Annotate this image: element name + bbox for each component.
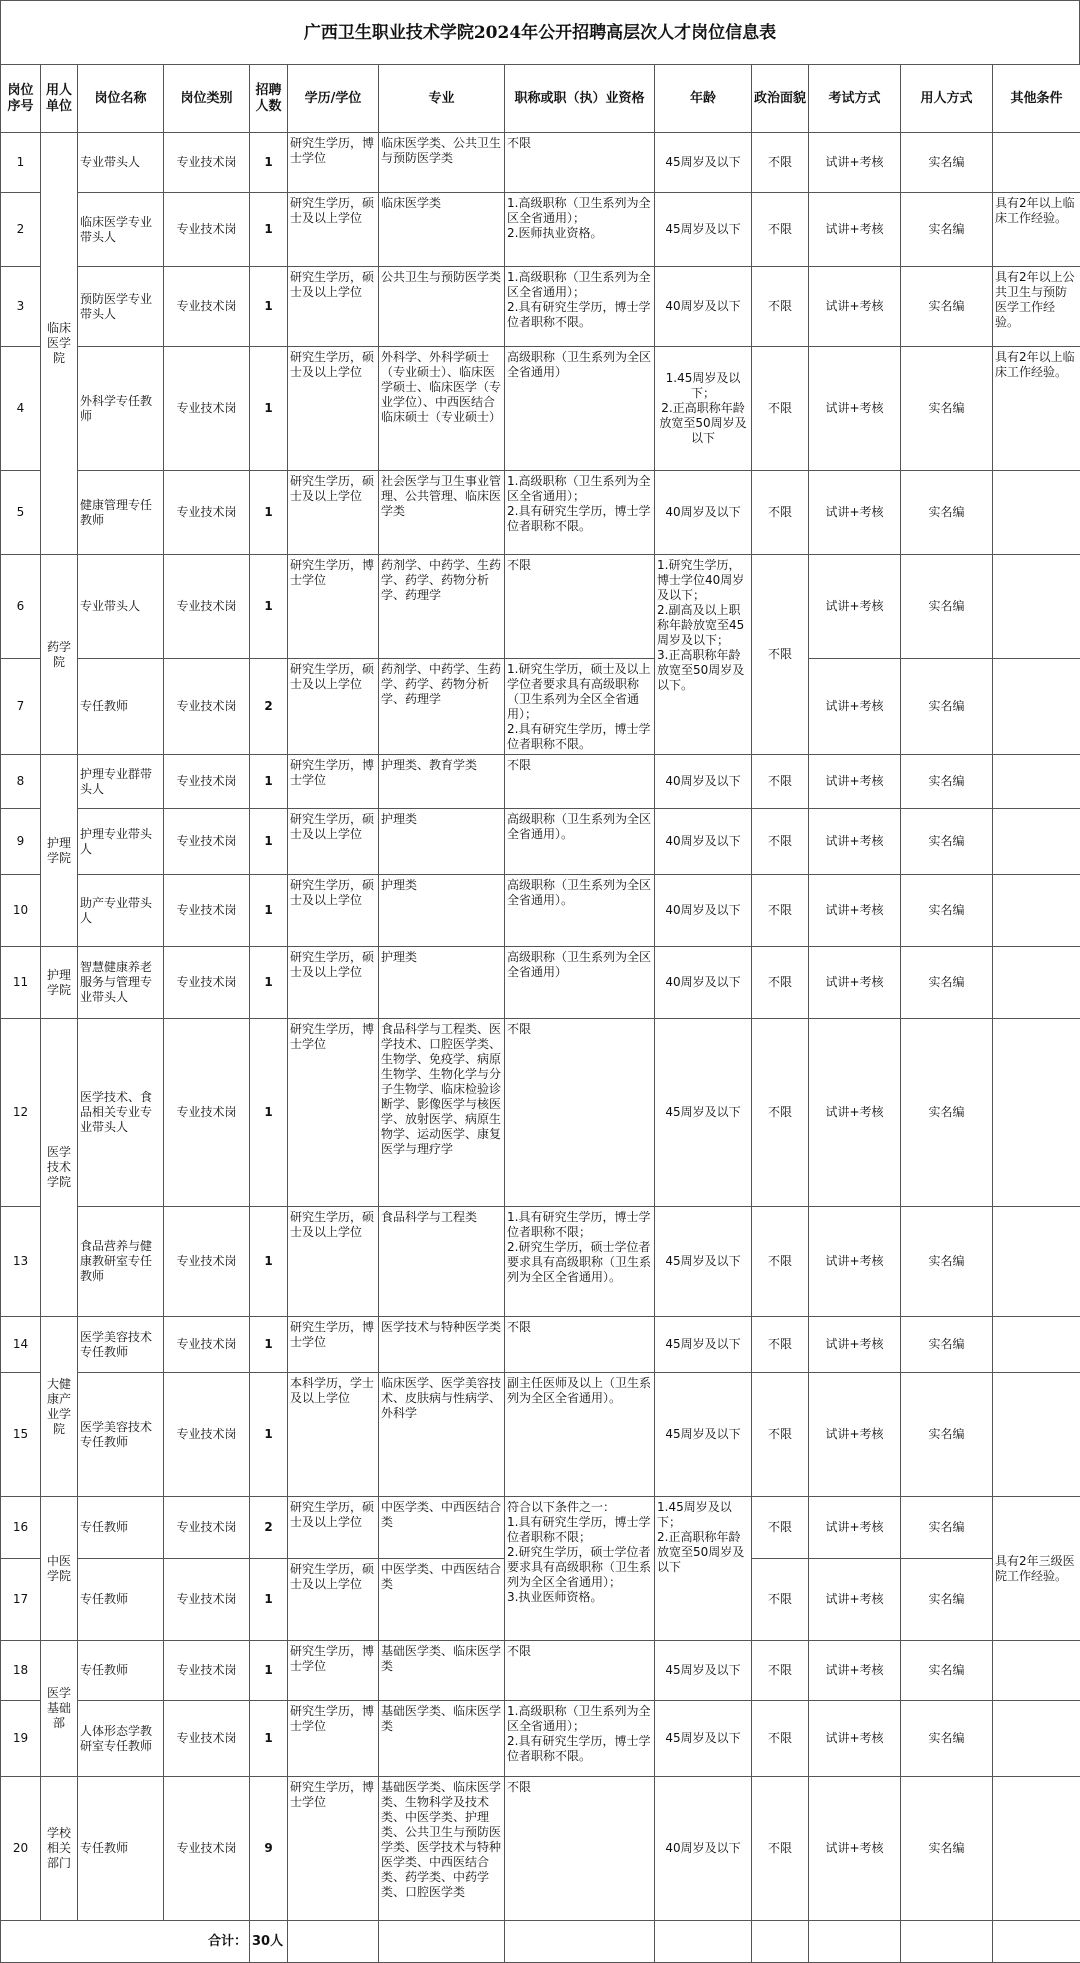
no-cell: 17 [1, 1559, 41, 1641]
other-cell [993, 1317, 1080, 1373]
exam-cell: 试讲+考核 [809, 1701, 901, 1777]
pol-cell: 不限 [752, 875, 809, 947]
emp-cell: 实名编 [901, 1019, 993, 1207]
major-cell: 药剂学、中药学、生药学、药学、药物分析学、药理学 [379, 555, 505, 659]
recruitment-table [0, 64, 1080, 1963]
age-cell: 45周岁及以下 [655, 133, 752, 193]
name-cell: 食品营养与健康教研室专任教师 [78, 1207, 164, 1317]
age-cell: 45周岁及以下 [655, 1317, 752, 1373]
major-cell: 护理类 [379, 947, 505, 1019]
age-cell: 40周岁及以下 [655, 947, 752, 1019]
exam-cell: 试讲+考核 [809, 555, 901, 659]
num-cell: 1 [250, 1559, 288, 1641]
name-cell: 专任教师 [78, 1641, 164, 1701]
other-cell [993, 1373, 1080, 1497]
exam-cell: 试讲+考核 [809, 267, 901, 347]
num-cell: 1 [250, 1701, 288, 1777]
table-row [1, 1207, 1080, 1317]
unit-cell: 临床医学院 [41, 133, 78, 555]
no-cell: 16 [1, 1497, 41, 1559]
unit-cell: 护理学院 [41, 755, 78, 947]
major-cell: 医学技术与特种医学类 [379, 1317, 505, 1373]
age-cell: 40周岁及以下 [655, 875, 752, 947]
name-cell: 专任教师 [78, 1497, 164, 1559]
pol-cell: 不限 [752, 1373, 809, 1497]
cat-cell: 专业技术岗 [164, 193, 250, 267]
table-row [1, 1701, 1080, 1777]
edu-cell: 研究生学历，硕士及以上学位 [288, 267, 379, 347]
edu-cell: 研究生学历，硕士及以上学位 [288, 471, 379, 555]
cat-cell: 专业技术岗 [164, 1641, 250, 1701]
exam-cell: 试讲+考核 [809, 1317, 901, 1373]
edu-cell: 研究生学历，博士学位 [288, 1701, 379, 1777]
major-cell: 护理类 [379, 809, 505, 875]
num-cell: 1 [250, 947, 288, 1019]
edu-cell: 研究生学历，硕士及以上学位 [288, 1207, 379, 1317]
cat-cell: 专业技术岗 [164, 133, 250, 193]
cat-cell: 专业技术岗 [164, 267, 250, 347]
name-cell: 专业带头人 [78, 133, 164, 193]
qual-cell: 1.高级职称（卫生系列为全区全省通用）； 2.具有研究生学历，博士学位者职称不限。 [505, 471, 655, 555]
age-cell: 1.45周岁及以下； 2.正高职称年龄放宽至50周岁及以下 [655, 347, 752, 471]
pol-cell: 不限 [752, 1019, 809, 1207]
name-cell: 智慧健康养老服务与管理专业带头人 [78, 947, 164, 1019]
column-header: 岗位序号 [1, 65, 41, 133]
age-cell: 45周岁及以下 [655, 1019, 752, 1207]
exam-cell: 试讲+考核 [809, 659, 901, 755]
column-header: 岗位类别 [164, 65, 250, 133]
num-cell: 1 [250, 555, 288, 659]
no-cell: 15 [1, 1373, 41, 1497]
name-cell: 医学技术、食品相关专业专业带头人 [78, 1019, 164, 1207]
major-cell: 中医学类、中西医结合类 [379, 1497, 505, 1559]
pol-cell: 不限 [752, 133, 809, 193]
qual-cell: 不限 [505, 1777, 655, 1921]
num-cell: 1 [250, 347, 288, 471]
other-cell [993, 133, 1080, 193]
table-row [1, 947, 1080, 1019]
cat-cell: 专业技术岗 [164, 1207, 250, 1317]
pol-cell: 不限 [752, 1641, 809, 1701]
qual-cell: 1.高级职称（卫生系列为全区全省通用）； 2.具有研究生学历，博士学位者职称不限。 [505, 1701, 655, 1777]
edu-cell: 研究生学历，博士学位 [288, 133, 379, 193]
no-cell: 11 [1, 947, 41, 1019]
other-cell [993, 659, 1080, 755]
pol-cell: 不限 [752, 555, 809, 755]
column-header: 政治面貌 [752, 65, 809, 133]
column-header: 其他条件 [993, 65, 1080, 133]
empty-cell [655, 1921, 752, 1963]
emp-cell: 实名编 [901, 1641, 993, 1701]
pol-cell: 不限 [752, 755, 809, 809]
major-cell: 食品科学与工程类 [379, 1207, 505, 1317]
num-cell: 1 [250, 755, 288, 809]
major-cell: 临床医学、医学美容技术、皮肤病与性病学、外科学 [379, 1373, 505, 1497]
exam-cell: 试讲+考核 [809, 1497, 901, 1559]
other-cell [993, 1777, 1080, 1921]
major-cell: 基础医学类、临床医学类、生物科学及技术类、中医学类、护理类、公共卫生与预防医学类、医学技术与特种医学类、中西医结合类、药学类、中药学类、口腔医学类 [379, 1777, 505, 1921]
cat-cell: 专业技术岗 [164, 875, 250, 947]
no-cell: 3 [1, 267, 41, 347]
table-row [1, 1777, 1080, 1921]
unit-cell: 医学技术学院 [41, 1019, 78, 1317]
num-cell: 1 [250, 471, 288, 555]
table-row [1, 809, 1080, 875]
emp-cell: 实名编 [901, 193, 993, 267]
unit-cell: 中医学院 [41, 1497, 78, 1641]
qual-cell: 不限 [505, 1641, 655, 1701]
no-cell: 9 [1, 809, 41, 875]
cat-cell: 专业技术岗 [164, 1559, 250, 1641]
cat-cell: 专业技术岗 [164, 947, 250, 1019]
num-cell: 1 [250, 1373, 288, 1497]
table-row [1, 659, 1080, 755]
no-cell: 7 [1, 659, 41, 755]
exam-cell: 试讲+考核 [809, 133, 901, 193]
exam-cell: 试讲+考核 [809, 1641, 901, 1701]
edu-cell: 研究生学历，博士学位 [288, 1019, 379, 1207]
no-cell: 5 [1, 471, 41, 555]
other-cell: 具有2年以上公共卫生与预防医学工作经验。 [993, 267, 1080, 347]
age-cell: 45周岁及以下 [655, 1701, 752, 1777]
no-cell: 2 [1, 193, 41, 267]
unit-cell: 药学院 [41, 555, 78, 755]
emp-cell: 实名编 [901, 1317, 993, 1373]
qual-cell: 高级职称（卫生系列为全区全省通用） [505, 947, 655, 1019]
qual-cell: 1.研究生学历，硕士及以上学位者要求具有高级职称（卫生系列为全区全省通用）； 2.具有研究生学历，博士学位者职称不限。 [505, 659, 655, 755]
name-cell: 临床医学专业带头人 [78, 193, 164, 267]
qual-cell: 符合以下条件之一： 1.具有研究生学历，博士学位者职称不限； 2.研究生学历，硕士学位者要求具有高级职称（卫生系列为全区全省通用）； 3.执业医师资格。 [505, 1497, 655, 1641]
name-cell: 护理专业带头人 [78, 809, 164, 875]
cat-cell: 专业技术岗 [164, 471, 250, 555]
other-cell [993, 1641, 1080, 1701]
total-label: 合计： [1, 1921, 250, 1963]
emp-cell: 实名编 [901, 1777, 993, 1921]
major-cell: 食品科学与工程类、医学技术、口腔医学类、生物学、免疫学、病原生物学、生物化学与分子生物学、临床检验诊断学、影像医学与核医学、放射医学、病原生物学、运动医学、康复医学与理疗学 [379, 1019, 505, 1207]
pol-cell: 不限 [752, 1317, 809, 1373]
age-cell: 45周岁及以下 [655, 1373, 752, 1497]
table-row [1, 1641, 1080, 1701]
exam-cell: 试讲+考核 [809, 193, 901, 267]
emp-cell: 实名编 [901, 755, 993, 809]
no-cell: 20 [1, 1777, 41, 1921]
emp-cell: 实名编 [901, 659, 993, 755]
header-row [1, 65, 1080, 133]
table-row [1, 755, 1080, 809]
qual-cell: 高级职称（卫生系列为全区全省通用）。 [505, 809, 655, 875]
cat-cell: 专业技术岗 [164, 755, 250, 809]
exam-cell: 试讲+考核 [809, 755, 901, 809]
qual-cell: 副主任医师及以上（卫生系列为全区全省通用）。 [505, 1373, 655, 1497]
empty-cell [901, 1921, 993, 1963]
edu-cell: 研究生学历，硕士及以上学位 [288, 659, 379, 755]
table-row [1, 1497, 1080, 1559]
cat-cell: 专业技术岗 [164, 555, 250, 659]
num-cell: 9 [250, 1777, 288, 1921]
emp-cell: 实名编 [901, 555, 993, 659]
pol-cell: 不限 [752, 947, 809, 1019]
num-cell: 2 [250, 1497, 288, 1559]
empty-cell [752, 1921, 809, 1963]
cat-cell: 专业技术岗 [164, 1497, 250, 1559]
unit-cell: 大健康产业学院 [41, 1317, 78, 1497]
major-cell: 临床医学类、公共卫生与预防医学类 [379, 133, 505, 193]
total-row [1, 1921, 1080, 1963]
num-cell: 1 [250, 133, 288, 193]
pol-cell: 不限 [752, 347, 809, 471]
name-cell: 专任教师 [78, 1559, 164, 1641]
num-cell: 1 [250, 1019, 288, 1207]
qual-cell: 不限 [505, 555, 655, 659]
qual-cell: 不限 [505, 1019, 655, 1207]
age-cell: 45周岁及以下 [655, 1641, 752, 1701]
table-row [1, 193, 1080, 267]
emp-cell: 实名编 [901, 1559, 993, 1641]
age-cell: 45周岁及以下 [655, 193, 752, 267]
qual-cell: 不限 [505, 1317, 655, 1373]
emp-cell: 实名编 [901, 947, 993, 1019]
num-cell: 1 [250, 875, 288, 947]
emp-cell: 实名编 [901, 267, 993, 347]
emp-cell: 实名编 [901, 1207, 993, 1317]
exam-cell: 试讲+考核 [809, 471, 901, 555]
major-cell: 基础医学类、临床医学类 [379, 1701, 505, 1777]
other-cell: 具有2年以上临床工作经验。 [993, 193, 1080, 267]
qual-cell: 1.高级职称（卫生系列为全区全省通用）； 2.具有研究生学历，博士学位者职称不限。 [505, 267, 655, 347]
cat-cell: 专业技术岗 [164, 809, 250, 875]
name-cell: 外科学专任教师 [78, 347, 164, 471]
unit-cell: 护理学院 [41, 947, 78, 1019]
major-cell: 社会医学与卫生事业管理、公共管理、临床医学类 [379, 471, 505, 555]
num-cell: 2 [250, 659, 288, 755]
edu-cell: 研究生学历，博士学位 [288, 755, 379, 809]
qual-cell: 1.高级职称（卫生系列为全区全省通用）； 2.医师执业资格。 [505, 193, 655, 267]
no-cell: 19 [1, 1701, 41, 1777]
other-cell [993, 947, 1080, 1019]
other-cell [993, 809, 1080, 875]
cat-cell: 专业技术岗 [164, 1317, 250, 1373]
age-cell: 1.45周岁及以下； 2.正高职称年龄放宽至50周岁及以下 [655, 1497, 752, 1641]
table-row [1, 267, 1080, 347]
num-cell: 1 [250, 267, 288, 347]
num-cell: 1 [250, 1317, 288, 1373]
name-cell: 专任教师 [78, 1777, 164, 1921]
exam-cell: 试讲+考核 [809, 809, 901, 875]
column-header: 职称或职（执）业资格 [505, 65, 655, 133]
major-cell: 中医学类、中西医结合类 [379, 1559, 505, 1641]
emp-cell: 实名编 [901, 875, 993, 947]
no-cell: 6 [1, 555, 41, 659]
cat-cell: 专业技术岗 [164, 347, 250, 471]
cat-cell: 专业技术岗 [164, 1701, 250, 1777]
no-cell: 14 [1, 1317, 41, 1373]
exam-cell: 试讲+考核 [809, 1559, 901, 1641]
edu-cell: 研究生学历，博士学位 [288, 1317, 379, 1373]
cat-cell: 专业技术岗 [164, 1373, 250, 1497]
total-value: 30人 [250, 1921, 288, 1963]
column-header: 岗位名称 [78, 65, 164, 133]
other-cell [993, 875, 1080, 947]
other-cell [993, 471, 1080, 555]
no-cell: 13 [1, 1207, 41, 1317]
no-cell: 12 [1, 1019, 41, 1207]
emp-cell: 实名编 [901, 471, 993, 555]
edu-cell: 研究生学历，硕士及以上学位 [288, 875, 379, 947]
major-cell: 外科学、外科学硕士（专业硕士）、临床医学硕士、临床医学（专业学位）、中西医结合临床硕士（专业硕士） [379, 347, 505, 471]
table-row [1, 471, 1080, 555]
major-cell: 基础医学类、临床医学类 [379, 1641, 505, 1701]
edu-cell: 本科学历，学士及以上学位 [288, 1373, 379, 1497]
age-cell: 40周岁及以下 [655, 267, 752, 347]
major-cell: 护理类 [379, 875, 505, 947]
qual-cell: 高级职称（卫生系列为全区全省通用）。 [505, 875, 655, 947]
num-cell: 1 [250, 193, 288, 267]
no-cell: 4 [1, 347, 41, 471]
name-cell: 护理专业群带头人 [78, 755, 164, 809]
exam-cell: 试讲+考核 [809, 947, 901, 1019]
exam-cell: 试讲+考核 [809, 1373, 901, 1497]
no-cell: 1 [1, 133, 41, 193]
qual-cell: 不限 [505, 755, 655, 809]
qual-cell: 不限 [505, 133, 655, 193]
emp-cell: 实名编 [901, 1497, 993, 1559]
emp-cell: 实名编 [901, 809, 993, 875]
table-row [1, 555, 1080, 659]
column-header: 用人方式 [901, 65, 993, 133]
age-cell: 40周岁及以下 [655, 755, 752, 809]
edu-cell: 研究生学历，硕士及以上学位 [288, 809, 379, 875]
name-cell: 专任教师 [78, 659, 164, 755]
name-cell: 助产专业带头人 [78, 875, 164, 947]
major-cell: 护理类、教育学类 [379, 755, 505, 809]
no-cell: 10 [1, 875, 41, 947]
pol-cell: 不限 [752, 193, 809, 267]
other-cell [993, 1207, 1080, 1317]
pol-cell: 不限 [752, 1701, 809, 1777]
empty-cell [993, 1921, 1080, 1963]
cat-cell: 专业技术岗 [164, 1777, 250, 1921]
pol-cell: 不限 [752, 471, 809, 555]
pol-cell: 不限 [752, 1777, 809, 1921]
column-header: 招聘人数 [250, 65, 288, 133]
age-cell: 40周岁及以下 [655, 471, 752, 555]
name-cell: 医学美容技术专任教师 [78, 1317, 164, 1373]
qual-cell: 1.具有研究生学历，博士学位者职称不限； 2.研究生学历，硕士学位者要求具有高级职称（卫生系列为全区全省通用）。 [505, 1207, 655, 1317]
edu-cell: 研究生学历，硕士及以上学位 [288, 1497, 379, 1559]
cat-cell: 专业技术岗 [164, 659, 250, 755]
other-cell: 具有2年三级医院工作经验。 [993, 1497, 1080, 1641]
qual-cell: 高级职称（卫生系列为全区全省通用） [505, 347, 655, 471]
table-row [1, 1373, 1080, 1497]
num-cell: 1 [250, 1207, 288, 1317]
pol-cell: 不限 [752, 809, 809, 875]
edu-cell: 研究生学历，硕士及以上学位 [288, 1559, 379, 1641]
major-cell: 临床医学类 [379, 193, 505, 267]
column-header: 学历/学位 [288, 65, 379, 133]
name-cell: 医学美容技术专任教师 [78, 1373, 164, 1497]
other-cell: 具有2年以上临床工作经验。 [993, 347, 1080, 471]
empty-cell [505, 1921, 655, 1963]
age-cell: 40周岁及以下 [655, 1777, 752, 1921]
other-cell [993, 1019, 1080, 1207]
edu-cell: 研究生学历，硕士及以上学位 [288, 193, 379, 267]
table-row [1, 1317, 1080, 1373]
column-header: 年龄 [655, 65, 752, 133]
table-row [1, 1019, 1080, 1207]
exam-cell: 试讲+考核 [809, 875, 901, 947]
emp-cell: 实名编 [901, 347, 993, 471]
page-title: 广西卫生职业技术学院2024年公开招聘高层次人才岗位信息表 [0, 0, 1080, 64]
exam-cell: 试讲+考核 [809, 1207, 901, 1317]
major-cell: 药剂学、中药学、生药学、药学、药物分析学、药理学 [379, 659, 505, 755]
table-row [1, 347, 1080, 471]
edu-cell: 研究生学历，硕士及以上学位 [288, 347, 379, 471]
age-cell: 1.研究生学历，博士学位40周岁及以下； 2.副高及以上职称年龄放宽至45周岁及以下； 3.正高职称年龄放宽至50周岁及以下。 [655, 555, 752, 755]
emp-cell: 实名编 [901, 1701, 993, 1777]
unit-cell: 医学基础部 [41, 1641, 78, 1777]
edu-cell: 研究生学历，博士学位 [288, 555, 379, 659]
edu-cell: 研究生学历，博士学位 [288, 1777, 379, 1921]
empty-cell [809, 1921, 901, 1963]
pol-cell: 不限 [752, 1559, 809, 1641]
name-cell: 人体形态学教研室专任教师 [78, 1701, 164, 1777]
table-row [1, 133, 1080, 193]
age-cell: 40周岁及以下 [655, 809, 752, 875]
exam-cell: 试讲+考核 [809, 1019, 901, 1207]
cat-cell: 专业技术岗 [164, 1019, 250, 1207]
no-cell: 8 [1, 755, 41, 809]
column-header: 用人单位 [41, 65, 78, 133]
name-cell: 健康管理专任教师 [78, 471, 164, 555]
no-cell: 18 [1, 1641, 41, 1701]
exam-cell: 试讲+考核 [809, 1777, 901, 1921]
num-cell: 1 [250, 1641, 288, 1701]
pol-cell: 不限 [752, 1207, 809, 1317]
other-cell [993, 755, 1080, 809]
empty-cell [288, 1921, 379, 1963]
pol-cell: 不限 [752, 267, 809, 347]
other-cell [993, 1701, 1080, 1777]
emp-cell: 实名编 [901, 1373, 993, 1497]
column-header: 考试方式 [809, 65, 901, 133]
edu-cell: 研究生学历，博士学位 [288, 1641, 379, 1701]
name-cell: 预防医学专业带头人 [78, 267, 164, 347]
emp-cell: 实名编 [901, 133, 993, 193]
other-cell [993, 555, 1080, 659]
exam-cell: 试讲+考核 [809, 347, 901, 471]
age-cell: 45周岁及以下 [655, 1207, 752, 1317]
column-header: 专业 [379, 65, 505, 133]
unit-cell: 学校相关部门 [41, 1777, 78, 1921]
edu-cell: 研究生学历，硕士及以上学位 [288, 947, 379, 1019]
num-cell: 1 [250, 809, 288, 875]
table-row [1, 875, 1080, 947]
pol-cell: 不限 [752, 1497, 809, 1559]
empty-cell [379, 1921, 505, 1963]
name-cell: 专业带头人 [78, 555, 164, 659]
major-cell: 公共卫生与预防医学类 [379, 267, 505, 347]
